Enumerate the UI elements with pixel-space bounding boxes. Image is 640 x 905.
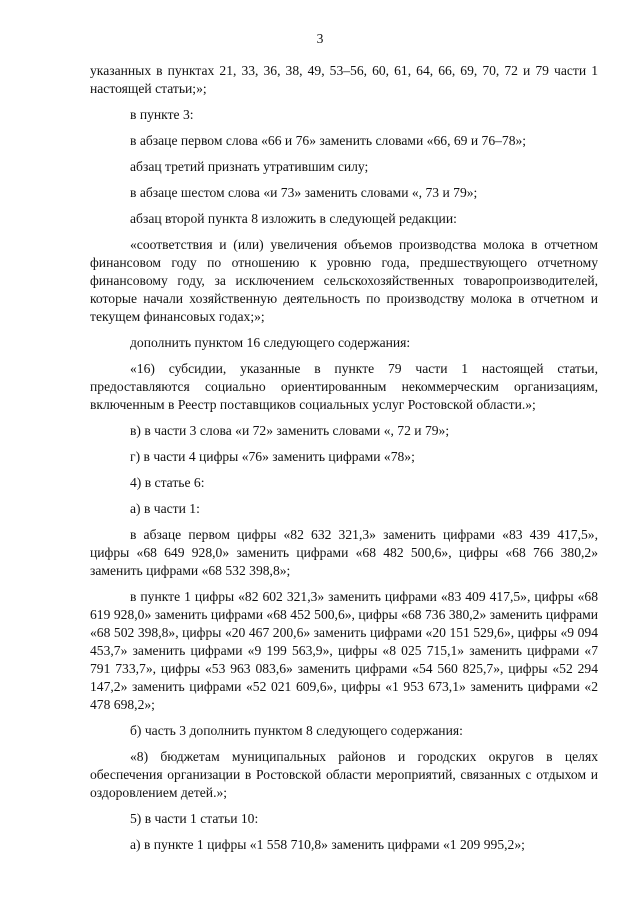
page-number: 3 xyxy=(316,31,324,46)
paragraph: а) в части 1: xyxy=(130,501,200,516)
paragraph: а) в пункте 1 цифры «1 558 710,8» заменить цифрами «1 209 995,2»; xyxy=(130,837,525,852)
paragraph: «16) субсидии, указанные в пункте 79 части 1 настоящей статьи, предоставляются социально ориентированным некоммерческим организациям, включенным в Реестр поставщиков социальных услуг Ростовской области.»; xyxy=(90,361,598,412)
paragraph: абзац второй пункта 8 изложить в следующей редакции: xyxy=(130,211,457,226)
paragraph: «8) бюджетам муниципальных районов и городских округов в целях обеспечения организации в Ростовской области мероприятий, связанных с отдыхом и оздоровлением детей.»; xyxy=(90,749,598,800)
paragraph: в абзаце шестом слова «и 73» заменить словами «, 73 и 79»; xyxy=(130,185,478,200)
document-body xyxy=(90,62,598,862)
paragraph: 5) в части 1 статьи 10: xyxy=(130,811,259,826)
paragraph: в пункте 1 цифры «82 602 321,3» заменить цифрами «83 409 417,5», цифры «68 619 928,0» заменить цифрами «68 452 500,6», цифры «68 736 380,2» заменить цифрами «68 502 398,8», цифры «20 467 200,6» заменить цифрами «20 151 529,6», цифры «9 094 453,7» заменить цифрами «9 199 563,9», цифры «8 025 715,1» заменить цифрами «7 791 733,7», цифры «53 963 083,6» заменить цифрами «54 560 825,7», цифры «52 294 147,2» заменить цифрами «52 021 609,6», цифры «1 953 673,1» заменить цифрами «2 478 698,2»; xyxy=(90,589,598,712)
paragraph: 4) в статье 6: xyxy=(130,475,205,490)
paragraph: в абзаце первом слова «66 и 76» заменить словами «66, 69 и 76–78»; xyxy=(130,133,527,148)
paragraph: б) часть 3 дополнить пунктом 8 следующего содержания: xyxy=(130,723,463,738)
paragraph: в) в части 3 слова «и 72» заменить словами «, 72 и 79»; xyxy=(130,423,450,438)
paragraph: г) в части 4 цифры «76» заменить цифрами «78»; xyxy=(130,449,415,464)
paragraph: в абзаце первом цифры «82 632 321,3» заменить цифрами «83 439 417,5», цифры «68 649 928,0» заменить цифрами «68 482 500,6», цифры «68 766 380,2» заменить цифрами «68 532 398,8»; xyxy=(90,527,598,578)
paragraph: абзац третий признать утратившим силу; xyxy=(130,159,369,174)
paragraph: дополнить пунктом 16 следующего содержания: xyxy=(130,335,411,350)
paragraph-continuation: указанных в пунктах 21, 33, 36, 38, 49, 53–56, 60, 61, 64, 66, 69, 70, 72 и 79 части 1 настоящей статьи;»; xyxy=(90,63,598,96)
paragraph: в пункте 3: xyxy=(130,107,194,122)
paragraph: «соответствия и (или) увеличения объемов производства молока в отчетном финансовом году по отношению к уровню года, предшествующего отчетному финансовому году, за исключением сельскохозяйственных товаропроизводителей, которые начали хозяйственную деятельность по производству молока в отчетном и текущем финансовых годах;»; xyxy=(90,237,598,324)
